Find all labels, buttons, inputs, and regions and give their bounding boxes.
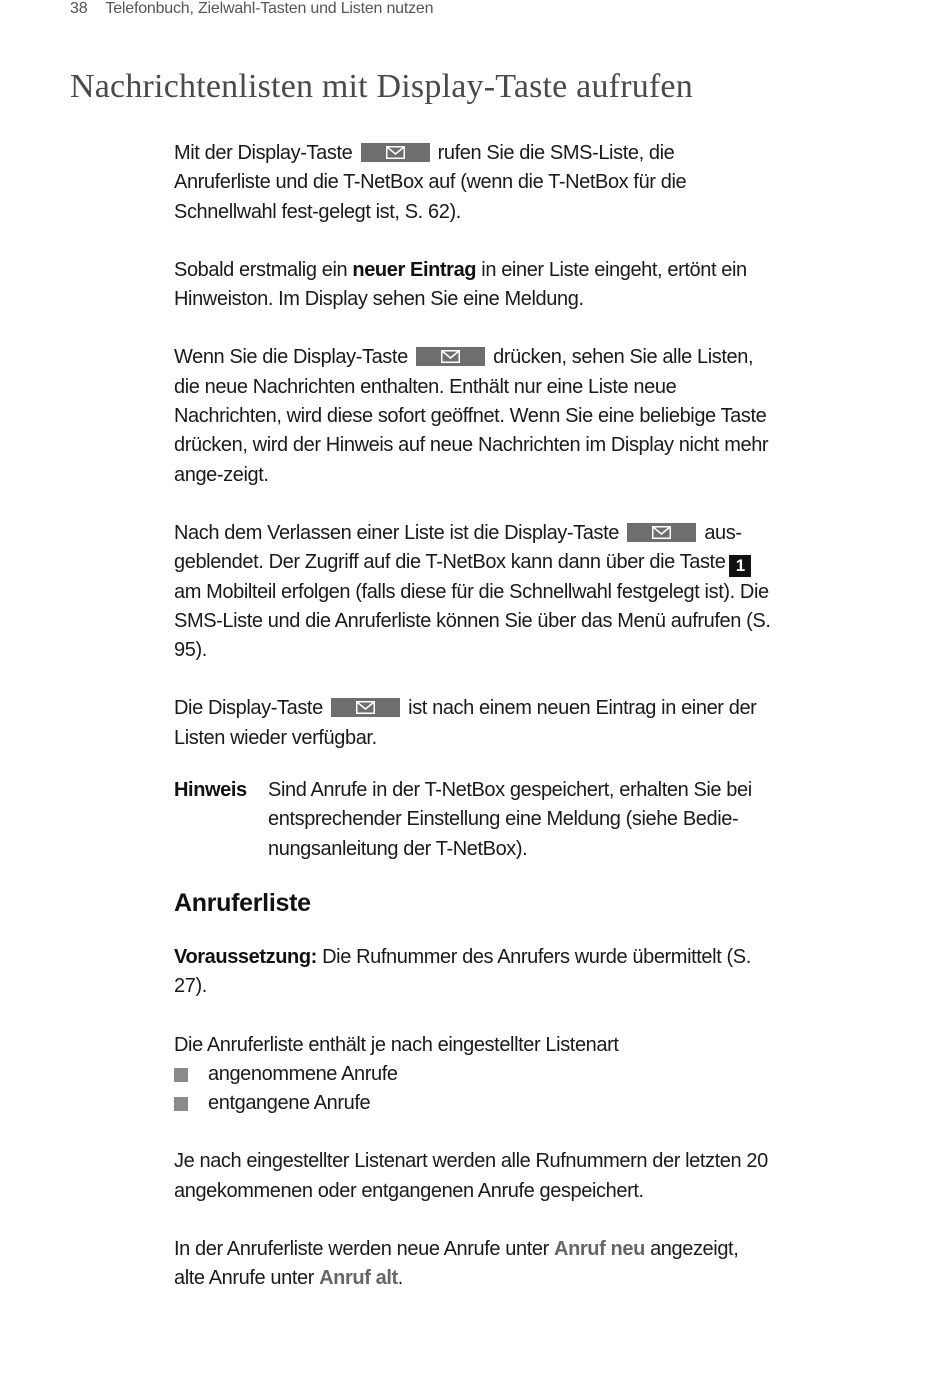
bold-text: neuer Eintrag (352, 258, 477, 281)
text: Wenn Sie die Display-Taste (174, 346, 408, 369)
text: aus-geblendet. Der Zugriff auf die T-NetBox kann dann über die Taste (174, 521, 742, 574)
list-item-text: angenommene Anrufe (208, 1062, 398, 1085)
text: in einer Liste eingeht, ertönt ein Hinweiston. Im Display sehen Sie eine Meldung. (174, 258, 747, 311)
note-text: Sind Anrufe in der T-NetBox gespeichert, erhalten Sie bei entsprechender Einstellung eine Meldung (siehe Bedie-nungsanleitung der T-NetBox). (268, 779, 752, 860)
text: Sobald erstmalig ein (174, 258, 348, 281)
note-label: Hinweis (174, 779, 247, 802)
paragraph-display-key-available (174, 694, 774, 753)
list-item-text: entgangene Anrufe (208, 1092, 371, 1115)
text: Die Display-Taste (174, 697, 323, 720)
paragraph-new-old-calls (174, 1235, 774, 1294)
main-content (174, 139, 774, 1323)
text: Die Rufnummer des Anrufers wurde übermittelt (S. 27). (174, 945, 751, 998)
running-title: Telefonbuch, Zielwahl-Tasten und Listen nutzen (105, 0, 434, 17)
display-key-envelope-icon (416, 347, 485, 366)
text: In der Anruferliste werden neue Anrufe unter (174, 1238, 549, 1261)
bullet-square-icon (174, 1097, 188, 1111)
page-title: Nachrichtenlisten mit Display-Taste aufrufen (70, 68, 693, 105)
paragraph-new-entry (174, 256, 774, 315)
paragraph-display-key-intro (174, 139, 774, 227)
paragraph-stored-calls: Je nach eingestellter Listenart werden alle Rufnummern der letzten 20 angekommenen oder entgangenen Anrufe gespeichert. (174, 1150, 768, 1202)
text: Nach dem Verlassen einer Liste ist die Display-Taste (174, 521, 619, 544)
display-key-envelope-icon (331, 698, 400, 717)
display-key-envelope-icon (627, 523, 696, 542)
prerequisite-label: Voraussetzung: (174, 945, 317, 968)
bullet-list (174, 1060, 774, 1119)
text: Mit der Display-Taste (174, 142, 353, 164)
page-number: 38 (70, 0, 88, 17)
note-box (174, 776, 774, 864)
running-header (70, 0, 433, 18)
paragraph-prerequisite (174, 943, 774, 1002)
paragraph-after-leaving-list (174, 519, 774, 665)
display-label-old: Anruf alt (319, 1267, 398, 1290)
bullet-square-icon (174, 1068, 188, 1082)
display-label-new: Anruf neu (554, 1238, 645, 1261)
paragraph-list-intro: Die Anruferliste enthält je nach eingestellter Listenart (174, 1033, 619, 1056)
text: ist nach einem neuen Eintrag in einer der Listen wieder verfügbar. (174, 697, 757, 749)
list-item (174, 1060, 774, 1089)
text: angezeigt, alte Anrufe unter (174, 1238, 739, 1290)
display-key-envelope-icon (361, 143, 430, 162)
paragraph-press-display-key (174, 343, 774, 489)
section-title-anruferliste: Anruferliste (174, 888, 311, 917)
key-1-icon: 1 (729, 555, 751, 577)
list-item (174, 1089, 774, 1118)
text: . (397, 1267, 403, 1290)
text: am Mobilteil erfolgen (falls diese für die Schnellwahl festgelegt ist). Die SMS-Liste und die Anruferliste können Sie über das Menü aufrufen (S. 95). (174, 580, 771, 662)
text: rufen Sie die SMS-Liste, die Anruferliste und die T-NetBox auf (wenn die T-NetBox für die Schnellwahl fest-gelegt ist, S. 62). (174, 142, 687, 223)
text: drücken, sehen Sie alle Listen, die neue Nachrichten enthalten. Enthält nur eine Liste neue Nachrichten, wird diese sofort geöffnet. Wenn Sie eine beliebige Taste drücken, wird der Hinweis auf neue Nachrichten im Display nicht mehr ange-zeigt. (174, 346, 769, 486)
